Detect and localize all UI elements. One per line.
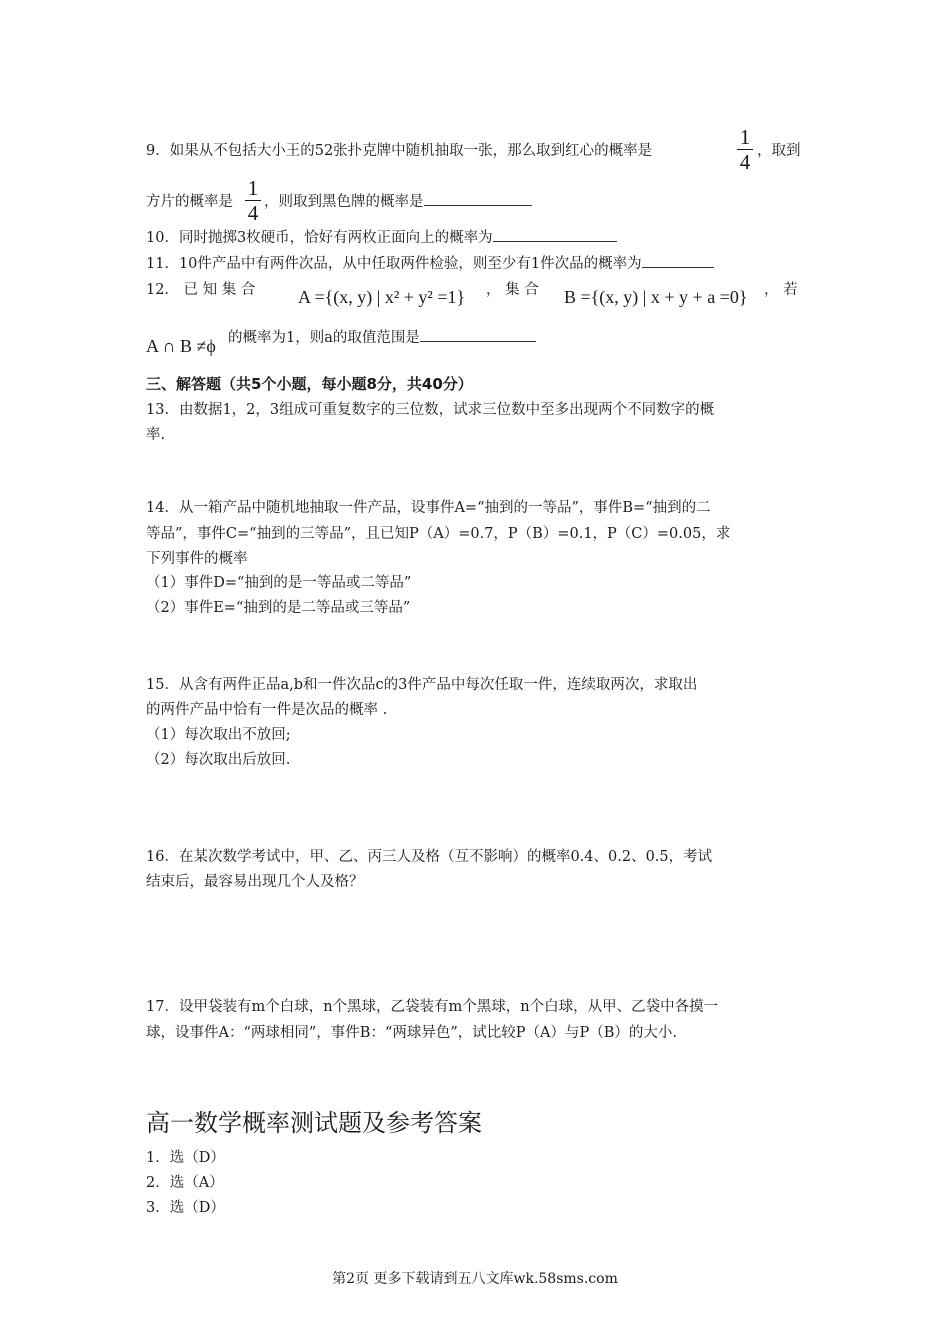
- q9-fraction-red: [737, 126, 753, 173]
- q9-line2b: [264, 192, 532, 212]
- q12-line2: [228, 328, 536, 348]
- q12-condition: A ∩ B ≠ϕ: [146, 336, 216, 356]
- q9-line2: [146, 192, 233, 212]
- q13-line1: 13．由数据1，2，3组成可重复数字的三位数，试求三位数中至多出现两个不同数字的概: [146, 402, 715, 418]
- answer-2: 2．选（A）: [146, 1175, 224, 1191]
- page-footer: 第2页 更多下载请到五八文库wk.58sms.com: [332, 1271, 618, 1287]
- q10: [146, 228, 617, 248]
- q11: [146, 254, 714, 274]
- q12-prefix: 12． 已 知 集 合: [146, 282, 256, 298]
- q12-mid: ， 集 合: [486, 282, 539, 298]
- q15-line1: 15．从含有两件正品a,b和一件次品c的3件产品中每次任取一件，连续取两次，求取出: [146, 677, 698, 693]
- q9-fraction-diamond: [245, 177, 261, 224]
- section-heading: 三、解答题（共5个小题，每小题8分，共40分）: [146, 375, 473, 393]
- answer-blank[interactable]: [420, 329, 536, 342]
- answer-blank[interactable]: [493, 229, 617, 242]
- answer-blank[interactable]: [642, 255, 714, 268]
- answer-1: 1．选（D）: [146, 1150, 225, 1166]
- q12-suffix: ， 若: [764, 282, 798, 298]
- q12-text: 的概率为1，则a的取值范围是: [228, 330, 420, 346]
- q15-line2: 的两件产品中恰有一件是次品的概率 .: [146, 702, 388, 718]
- q12-set-b: B ={(x, y) | x + y + a =0}: [564, 287, 748, 307]
- q14-part2: （2）事件E=“抽到的是二等品或三等品”: [146, 600, 411, 616]
- frac-numerator: 1: [247, 176, 259, 200]
- frac-denominator: 4: [247, 201, 259, 225]
- q17-line2: 球，设事件A：“两球相同”，事件B：“两球异色”，试比较P（A）与P（B）的大小.: [146, 1025, 678, 1041]
- answer-3: 3．选（D）: [146, 1200, 225, 1216]
- q9-text-b: ，取到: [757, 143, 801, 159]
- q12-set-a: A ={(x, y) | x² + y² =1}: [298, 287, 466, 307]
- q14-line3: 下列事件的概率: [146, 551, 248, 567]
- q9-text-d: ，则取到黑色牌的概率是: [264, 194, 424, 210]
- q16-line2: 结束后，最容易出现几个人及格？: [146, 874, 364, 890]
- q9-text-c: 方片的概率是: [146, 194, 233, 210]
- q13-line2: 率.: [146, 427, 166, 443]
- frac-denominator: 4: [739, 150, 751, 174]
- q17-line1: 17．设甲袋装有m个白球，n个黑球，乙袋装有m个黑球，n个白球，从甲、乙袋中各摸一: [146, 999, 719, 1015]
- q15-part1: （1）每次取出不放回;: [146, 727, 291, 743]
- answer-blank[interactable]: [424, 193, 532, 206]
- q14-line2: 等品”，事件C=“抽到的三等品”，且已知P（A）=0.7，P（B）=0.1，P（C）=0.05，求: [146, 526, 731, 542]
- q14-part1: （1）事件D=“抽到的是一等品或二等品”: [146, 575, 412, 591]
- q9-line1: [146, 141, 652, 161]
- q11-text: 11．10件产品中有两件次品，从中任取两件检验，则至少有1件次品的概率为: [146, 256, 642, 272]
- q10-text: 10．同时抛掷3枚硬币，恰好有两枚正面向上的概率为: [146, 230, 493, 246]
- q14-line1: 14．从一箱产品中随机地抽取一件产品，设事件A=“抽到的一等品”，事件B=“抽到的二: [146, 500, 711, 516]
- q15-part2: （2）每次取出后放回.: [146, 752, 291, 768]
- q9-text-a: 9．如果从不包括大小王的52张扑克牌中随机抽取一张，那么取到红心的概率是: [146, 143, 653, 159]
- frac-numerator: 1: [739, 125, 751, 149]
- answers-title: 高一数学概率测试题及参考答案: [146, 1109, 482, 1137]
- q16-line1: 16．在某次数学考试中，甲、乙、丙三人及格（互不影响）的概率0.4、0.2、0.5，考试: [146, 849, 713, 865]
